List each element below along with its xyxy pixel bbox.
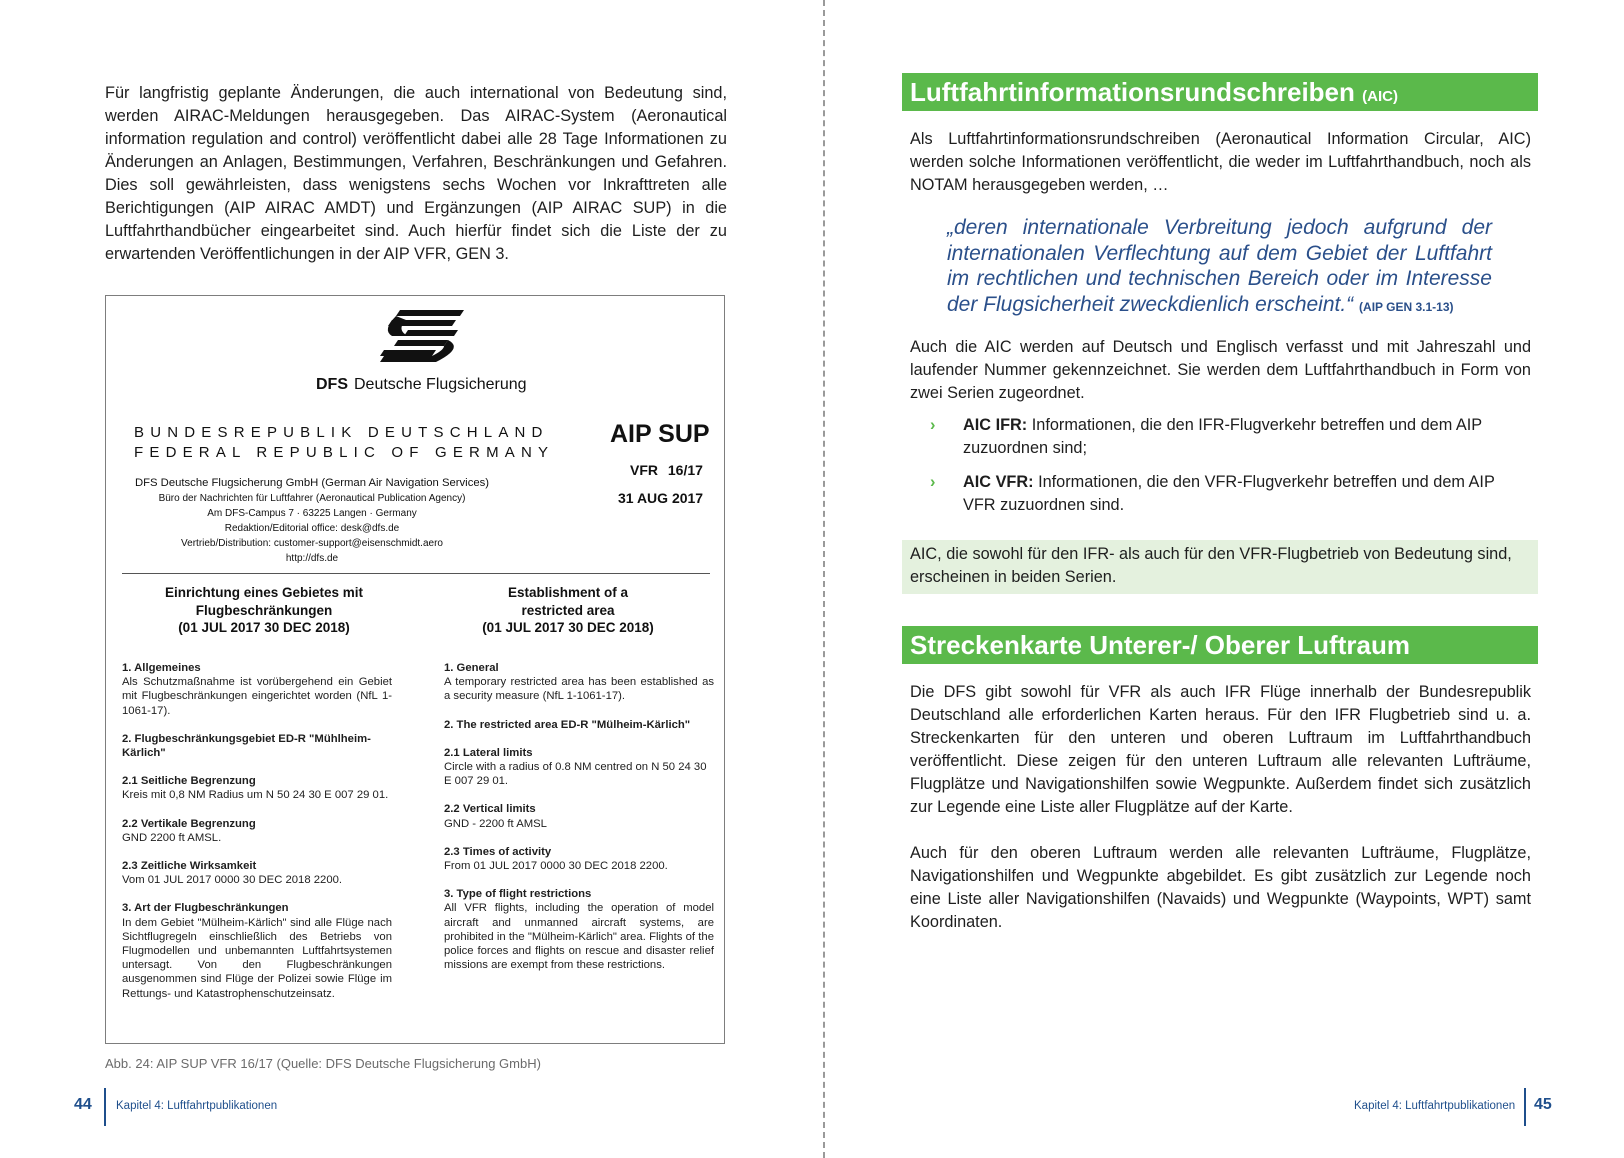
page-number-right: 45 bbox=[1534, 1096, 1552, 1113]
aip-quote: „deren internationale Verbreitung jedoch aufgrund der internationalen Verflechtung auf dem Gebiet der Luftfahrt im rechtlichen und technischen Bereich oder im Interesse der Flugsicherheit zweckdienlich erscheint.“ (AIP GEN 3.1-13) bbox=[947, 216, 1492, 316]
section-body: Vom 01 JUL 2017 0000 30 DEC 2018 2200. bbox=[122, 874, 343, 887]
heading-aic: Luftfahrtinformationsrundschreiben (AIC) bbox=[902, 73, 1538, 111]
dfs-logo-icon bbox=[378, 308, 468, 370]
section-body: Kreis mit 0,8 NM Radius um N 50 24 30 E 007 29 01. bbox=[122, 789, 389, 802]
aic-intro: Als Luftfahrtinformationsrundschreiben (Aeronautical Information Circular, AIC) werden solche Informationen veröffentlicht, die weder im Luftfahrthandbuch, noch als NOTAM herausgegeben werden, … bbox=[910, 130, 1531, 194]
section-body: Als Schutzmaßnahme ist vorübergehend ein Gebiet mit Flugbeschränkungen eingerichtet worden (NfL 1-1061-17). bbox=[122, 676, 392, 717]
section-heading: 3. Art der Flugbeschränkungen bbox=[122, 902, 289, 915]
chevron-right-icon: › bbox=[930, 416, 936, 434]
english-section bbox=[444, 887, 714, 972]
streckenkarte-paragraph-1: Die DFS gibt sowohl für VFR als auch IFR Flüge innerhalb der Bundesrepublik Deutschland alle erforderlichen Karten heraus. Für den IFR Flugbetrieb sind u. a. Streckenkarten für den unteren und oberen Luftraum im Luftfahrthandbuch veröffentlicht. Diese zeigen für den unteren Luftraum alle relevanten Lufträume, Flugplätze und Navigationshilfen sowie Wegpunkte. Außerdem findet sich zusätzlich zur Legende eine Liste aller Flugplätze auf der Karte. bbox=[910, 683, 1531, 816]
title-english: Establishment of a restricted area (01 JUL 2017 30 DEC 2018) bbox=[482, 585, 654, 635]
chevron-right-icon: › bbox=[930, 473, 936, 491]
section-body: GND 2200 ft AMSL. bbox=[122, 831, 222, 844]
section-body: GND - 2200 ft AMSL bbox=[444, 817, 547, 830]
section-body: In dem Gebiet "Mülheim-Kärlich" sind alle Flüge nach Sichtflugregeln einschließlich des Betriebs von Flugmodellen und unbemannten Luftfahrtsystemen untersagt. Von den Flugbeschränkungen ausgenommen sind Flüge der Polizei sowie Flüge im Rettungs- und Katastrophenschutzeinsatz. bbox=[122, 916, 392, 1000]
section-heading: 1. General bbox=[444, 662, 499, 674]
page-number-rule-left bbox=[104, 1088, 106, 1126]
title-german: Einrichtung eines Gebietes mit Flugbeschränkungen (01 JUL 2017 30 DEC 2018) bbox=[164, 585, 364, 635]
section-heading: 2. Flugbeschränkungsgebiet ED-R "Mühlheim-Kärlich" bbox=[122, 732, 371, 760]
german-section bbox=[122, 661, 392, 718]
german-column bbox=[122, 661, 392, 1015]
aic-series-paragraph: Auch die AIC werden auf Deutsch und Englisch verfasst und mit Jahreszahl und laufender Nummer gekennzeichnet. Sie werden dem Luftfahrthandbuch in Form von zwei Serien zugeordnet. bbox=[910, 338, 1531, 402]
figure-caption: Abb. 24: AIP SUP VFR 16/17 (Quelle: DFS Deutsche Flugsicherung GmbH) bbox=[105, 1056, 541, 1071]
english-section bbox=[444, 845, 714, 873]
section-heading: 2.1 Seitliche Begrenzung bbox=[122, 775, 256, 788]
page-fold-divider bbox=[823, 0, 825, 1158]
english-section bbox=[444, 746, 714, 789]
publisher-address: DFS Deutsche Flugsicherung GmbH (German Air Navigation Services) Büro der Nachrichten für Luftfahrer (Aeronautical Publication Agency) Am DFS-Campus 7 · 63225 Langen · Germany Redaktion/Editorial office: desk@dfs.de Vertrieb/Distribution: customer-support@eisenschmidt.aero http://dfs.de bbox=[134, 477, 490, 564]
german-section bbox=[122, 901, 392, 1000]
country-en: FEDERAL REPUBLIC OF GERMANY bbox=[134, 444, 555, 461]
section-heading: 2.2 Vertikale Begrenzung bbox=[122, 817, 256, 830]
dfs-wordmark: DFS Deutsche Flugsicherung bbox=[316, 376, 527, 393]
note-box: AIC, die sowohl für den IFR- als auch für den VFR-Flugbetrieb von Bedeutung sind, erscheinen in beiden Serien. bbox=[902, 540, 1538, 594]
section-heading: 2.3 Times of activity bbox=[444, 845, 552, 858]
german-section bbox=[122, 732, 392, 760]
english-section bbox=[444, 718, 714, 732]
aip-sup-figure bbox=[105, 295, 725, 1044]
country-block bbox=[134, 423, 554, 463]
section-heading: 2.2 Vertical limits bbox=[444, 803, 536, 816]
english-column bbox=[444, 661, 714, 986]
english-section bbox=[444, 802, 714, 830]
page-number-rule-right bbox=[1524, 1088, 1526, 1126]
header-rule bbox=[122, 573, 710, 574]
german-section bbox=[122, 817, 392, 845]
heading-streckenkarte: Streckenkarte Unterer-/ Oberer Luftraum bbox=[902, 626, 1538, 664]
section-heading: 2.3 Zeitliche Wirksamkeit bbox=[122, 860, 257, 873]
chapter-footer-left: Kapitel 4: Luftfahrtpublikationen bbox=[116, 1100, 278, 1112]
doc-number: VFR 16/17 bbox=[630, 462, 703, 478]
german-section bbox=[122, 774, 392, 802]
page-number-left: 44 bbox=[74, 1096, 92, 1113]
section-body: A temporary restricted area has been established as a security measure (NfL 1-1061-17). bbox=[444, 676, 714, 703]
section-heading: 1. Allgemeines bbox=[122, 662, 201, 674]
doc-date: 31 AUG 2017 bbox=[618, 490, 704, 506]
left-paragraph: Für langfristig geplante Änderungen, die auch international von Bedeutung sind, werden AIRAC-Meldungen herausgegeben. Das AIRAC-System (Aeronautical information regulation and control) veröffentlicht dabei alle 28 Tage Informationen zu Änderungen an Anlagen, Bestimmungen, Verfahren, Beschränkungen und Gefahren. Dies soll gewährleisten, dass wenigstens sechs Wochen vor Inkrafttreten alle Berichtigungen (AIP AIRAC AMDT) und Ergänzungen (AIP AIRAC SUP) in die Luftfahrthandbücher eingearbeitet sind. Auch hierfür findet sich die Liste der zu erwartenden Veröffentlichungen in der AIP VFR, GEN 3. bbox=[105, 84, 727, 263]
country-de: BUNDESREPUBLIK DEUTSCHLAND bbox=[134, 424, 549, 441]
section-heading: 2.1 Lateral limits bbox=[444, 746, 533, 759]
section-heading: 3. Type of flight restrictions bbox=[444, 888, 592, 901]
section-heading: 2. The restricted area ED-R "Mülheim-Kärlich" bbox=[444, 718, 691, 731]
doc-type: AIP SUP bbox=[610, 420, 710, 448]
english-section bbox=[444, 661, 714, 704]
section-body: All VFR flights, including the operation of model aircraft and unmanned aircraft systems, are prohibited in the "Mülheim-Kärlich" area. Flights of the police forces and flights on rescue and disaster relief missions are exempt from these restrictions. bbox=[444, 902, 714, 972]
section-body: Circle with a radius of 0.8 NM centred on N 50 24 30 E 007 29 01. bbox=[444, 761, 707, 788]
chapter-footer-right: Kapitel 4: Luftfahrtpublikationen bbox=[1354, 1100, 1516, 1112]
streckenkarte-paragraph-2: Auch für den oberen Luftraum werden alle relevanten Lufträume, Flugplätze, Navigationshilfen und Wegpunkte abgebildet. Es gibt zusätzlich zur Legende noch eine Liste aller Navigationshilfen (Navaids) und Wegpunkte (Waypoints, WPT) samt Koordinaten. bbox=[910, 844, 1531, 931]
german-section bbox=[122, 859, 392, 887]
bullet-aic-ifr: › AIC IFR: Informationen, die den IFR-Flugverkehr betreffen und dem AIP zuzuordnen sind; bbox=[930, 416, 1482, 457]
bullet-aic-vfr: › AIC VFR: Informationen, die den VFR-Flugverkehr betreffen und dem AIP VFR zuzuordnen sind. bbox=[930, 473, 1495, 514]
section-body: From 01 JUL 2017 0000 30 DEC 2018 2200. bbox=[444, 860, 668, 873]
